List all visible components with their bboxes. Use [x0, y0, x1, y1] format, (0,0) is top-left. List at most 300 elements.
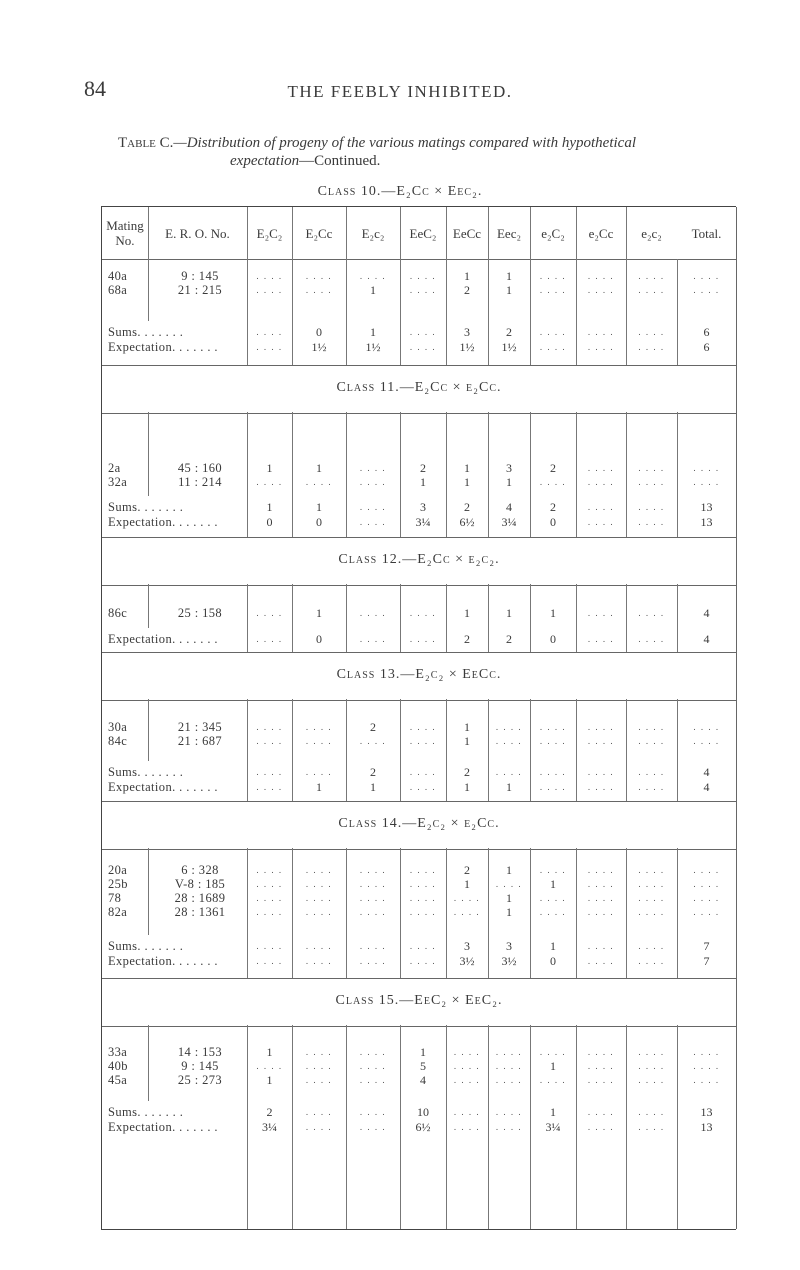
empty-cell: . . . .: [539, 1075, 567, 1085]
header-col-divider: [346, 207, 347, 259]
table-cell: 4: [703, 606, 710, 620]
header-mating-no: Mating No.: [106, 218, 144, 248]
table-cell: 1: [464, 606, 470, 620]
section-header: [102, 652, 736, 701]
empty-cell: . . . .: [587, 736, 615, 746]
empty-cell: . . . .: [638, 517, 665, 527]
expectation-cell: 0: [266, 515, 273, 529]
empty-cell: . . . .: [256, 941, 283, 951]
expectation-cell: 2: [506, 632, 512, 646]
empty-cell: . . . .: [409, 782, 437, 792]
header-e2c2-small: E₂c₂: [361, 225, 385, 241]
sums-cell: 3: [464, 939, 470, 953]
expectation-cell: 2: [464, 632, 470, 646]
header-col-divider: [446, 207, 447, 259]
empty-cell: . . . .: [587, 502, 615, 512]
empty-cell: . . . .: [587, 782, 615, 792]
expectation-cell: 1½: [501, 340, 517, 354]
sums-cell: 7: [703, 939, 710, 953]
empty-cell: . . . .: [638, 941, 665, 951]
empty-cell: . . . .: [587, 608, 615, 618]
empty-cell: . . . .: [587, 342, 615, 352]
table-cell: 4: [420, 1073, 426, 1087]
section-header: [102, 978, 736, 1027]
empty-cell: . . . .: [587, 285, 615, 295]
running-head: THE FEEBLY INHIBITED.: [287, 82, 513, 101]
empty-cell: . . . .: [693, 879, 720, 889]
sums-cell: 2: [506, 325, 512, 339]
ero-no: 45 : 160: [177, 461, 223, 475]
empty-cell: . . . .: [539, 722, 567, 732]
table-cell: 1: [464, 720, 470, 734]
empty-cell: . . . .: [587, 634, 615, 644]
header-eec2-small: Eec₂: [496, 225, 521, 241]
section-header: [102, 365, 736, 414]
empty-cell: . . . .: [638, 956, 665, 966]
mating-no: 32a: [108, 475, 128, 489]
mating-no: 86c: [108, 606, 128, 620]
empty-cell: . . . .: [693, 865, 720, 875]
empty-cell: . . . .: [587, 907, 615, 917]
expectation-cell: 1: [506, 780, 512, 794]
empty-cell: . . . .: [587, 893, 615, 903]
section-title: Class 15.—EeC₂ × EeC₂.: [335, 993, 503, 1008]
empty-cell: . . . .: [693, 893, 720, 903]
empty-cell: . . . .: [305, 1107, 333, 1117]
empty-cell: . . . .: [539, 907, 567, 917]
empty-cell: . . . .: [638, 865, 665, 875]
table-cell: 1: [420, 1045, 426, 1059]
ero-no: 28 : 1361: [174, 905, 226, 919]
sums-cell: 3: [464, 325, 470, 339]
expectation-cell: 1½: [365, 340, 381, 354]
sums-cell: 2: [370, 765, 376, 779]
empty-cell: . . . .: [539, 893, 567, 903]
empty-cell: . . . .: [409, 893, 437, 903]
empty-cell: . . . .: [305, 1075, 333, 1085]
empty-cell: . . . .: [256, 477, 283, 487]
sums-cell: 13: [700, 500, 713, 514]
table-cell: 1: [550, 1059, 556, 1073]
empty-cell: . . . .: [409, 865, 437, 875]
empty-cell: . . . .: [359, 477, 387, 487]
empty-cell: . . . .: [638, 907, 665, 917]
empty-cell: . . . .: [587, 477, 615, 487]
empty-cell: . . . .: [256, 1061, 283, 1071]
expectation-label: Expectation. . . . . . .: [108, 515, 218, 529]
table-caption: [118, 134, 758, 170]
empty-cell: . . . .: [409, 285, 437, 295]
empty-cell: . . . .: [305, 941, 333, 951]
ero-no: 25 : 158: [177, 606, 223, 620]
table-cell: 3: [506, 461, 512, 475]
header-col-divider: [292, 207, 293, 259]
empty-cell: . . . .: [409, 879, 437, 889]
header-col-divider: [247, 207, 248, 259]
header-eecc: EeCc: [452, 225, 482, 241]
table-cell: 1: [550, 606, 556, 620]
sums-cell: 2: [464, 765, 470, 779]
ero-no: 9 : 145: [181, 269, 219, 283]
empty-cell: . . . .: [453, 1122, 481, 1132]
sums-label: Sums. . . . . . .: [108, 939, 184, 953]
empty-cell: . . . .: [453, 893, 481, 903]
mating-no: 40a: [108, 269, 128, 283]
data-table: [101, 206, 736, 1230]
table-label: Table C.: [118, 135, 174, 151]
header-total: Total.: [691, 225, 722, 241]
empty-cell: . . . .: [638, 1107, 665, 1117]
empty-cell: . . . .: [638, 722, 665, 732]
table-cell: 1: [464, 877, 470, 891]
col-divider: [148, 412, 149, 496]
ero-no: 14 : 153: [177, 1045, 223, 1059]
sums-label: Sums. . . . . . .: [108, 765, 184, 779]
empty-cell: . . . .: [409, 736, 437, 746]
col-divider: [148, 1025, 149, 1101]
sums-cell: 10: [417, 1105, 429, 1119]
table-header: [102, 207, 736, 260]
empty-cell: . . . .: [359, 502, 387, 512]
empty-cell: . . . .: [638, 285, 665, 295]
empty-cell: . . . .: [256, 608, 283, 618]
empty-cell: . . . .: [495, 1075, 523, 1085]
empty-cell: . . . .: [693, 285, 720, 295]
empty-cell: . . . .: [495, 1107, 523, 1117]
empty-cell: . . . .: [539, 736, 567, 746]
empty-cell: . . . .: [409, 271, 437, 281]
expectation-cell: 3¼: [415, 515, 431, 529]
empty-cell: . . . .: [693, 1061, 720, 1071]
section-header: [102, 801, 736, 850]
table-cell: 1: [370, 283, 376, 297]
table-cell: 1: [506, 475, 512, 489]
table-cell: 1: [420, 475, 426, 489]
section-title-class-10: Class 10.—E₂Cc × Eec₂.: [317, 184, 483, 199]
empty-cell: . . . .: [587, 1047, 615, 1057]
expectation-cell: 4: [703, 632, 710, 646]
table-cell: 1: [464, 475, 470, 489]
expectation-label: Expectation. . . . . . .: [108, 1120, 218, 1134]
empty-cell: . . . .: [409, 941, 437, 951]
empty-cell: . . . .: [638, 1061, 665, 1071]
empty-cell: . . . .: [305, 879, 333, 889]
empty-cell: . . . .: [359, 879, 387, 889]
ero-no: 25 : 273: [177, 1073, 223, 1087]
empty-cell: . . . .: [359, 1122, 387, 1132]
expectation-cell: 6: [703, 340, 710, 354]
empty-cell: . . . .: [539, 865, 567, 875]
empty-cell: . . . .: [638, 1075, 665, 1085]
table-cell: 1: [506, 891, 512, 905]
empty-cell: . . . .: [587, 1075, 615, 1085]
table-cell: 1: [266, 1045, 273, 1059]
sums-cell: 2: [550, 500, 556, 514]
empty-cell: . . . .: [638, 879, 665, 889]
empty-cell: . . . .: [693, 271, 720, 281]
section-title: Class 14.—E₂c₂ × e₂Cc.: [338, 816, 500, 831]
expectation-cell: 1½: [459, 340, 475, 354]
empty-cell: . . . .: [453, 1075, 481, 1085]
empty-cell: . . . .: [305, 893, 333, 903]
empty-cell: . . . .: [256, 736, 283, 746]
empty-cell: . . . .: [256, 722, 283, 732]
ero-no: 6 : 328: [181, 863, 219, 877]
empty-cell: . . . .: [409, 907, 437, 917]
sums-cell: 1: [316, 500, 322, 514]
empty-cell: . . . .: [256, 342, 283, 352]
ero-no: 9 : 145: [181, 1059, 219, 1073]
mating-no: 20a: [108, 863, 128, 877]
empty-cell: . . . .: [453, 1047, 481, 1057]
table-cell: 1: [506, 283, 512, 297]
expectation-label: Expectation. . . . . . .: [108, 954, 218, 968]
empty-cell: . . . .: [587, 327, 615, 337]
expectation-cell: 7: [703, 954, 710, 968]
sums-label: Sums. . . . . . .: [108, 500, 184, 514]
header-col-divider: [148, 207, 149, 259]
sums-cell: 6: [703, 325, 710, 339]
table-cell: 1: [506, 905, 512, 919]
empty-cell: . . . .: [587, 941, 615, 951]
section-title: Class 12.—E₂Cc × e₂c₂.: [338, 552, 500, 567]
empty-cell: . . . .: [305, 956, 333, 966]
expectation-cell: 1: [316, 780, 322, 794]
empty-cell: . . . .: [539, 271, 567, 281]
expectation-cell: 3¼: [262, 1120, 277, 1134]
empty-cell: . . . .: [256, 893, 283, 903]
empty-cell: . . . .: [305, 722, 333, 732]
empty-cell: . . . .: [587, 879, 615, 889]
empty-cell: . . . .: [693, 1047, 720, 1057]
empty-cell: . . . .: [539, 782, 567, 792]
empty-cell: . . . .: [409, 342, 437, 352]
empty-cell: . . . .: [693, 1075, 720, 1085]
header-ero-no: E. R. O. No.: [165, 225, 230, 241]
empty-cell: . . . .: [409, 634, 437, 644]
mating-no: 40b: [108, 1059, 128, 1073]
table-cell: 1: [550, 877, 556, 891]
empty-cell: . . . .: [638, 477, 665, 487]
col-divider: [148, 259, 149, 321]
sums-label: Sums. . . . . . .: [108, 1105, 184, 1119]
table-cell: 2: [420, 461, 426, 475]
empty-cell: . . . .: [256, 879, 283, 889]
empty-cell: . . . .: [453, 1107, 481, 1117]
empty-cell: . . . .: [409, 767, 437, 777]
table-cell: 1: [464, 734, 470, 748]
caption-text-2: expectation: [230, 153, 300, 169]
expectation-cell: 0: [550, 632, 556, 646]
empty-cell: . . . .: [539, 767, 567, 777]
empty-cell: . . . .: [359, 517, 387, 527]
empty-cell: . . . .: [453, 907, 481, 917]
empty-cell: . . . .: [587, 1122, 615, 1132]
empty-cell: . . . .: [587, 1061, 615, 1071]
mating-no: 45a: [108, 1073, 128, 1087]
header-e2c2-lower-small: e₂c₂: [641, 225, 662, 241]
expectation-cell: 0: [550, 515, 556, 529]
sums-cell: 3: [420, 500, 426, 514]
header-col-divider: [488, 207, 489, 259]
empty-cell: . . . .: [256, 271, 283, 281]
empty-cell: . . . .: [587, 1107, 615, 1117]
empty-cell: . . . .: [409, 722, 437, 732]
empty-cell: . . . .: [453, 1061, 481, 1071]
empty-cell: . . . .: [638, 1047, 665, 1057]
mating-no: 78: [108, 891, 122, 905]
header-e2c2-lower: e₂C₂: [541, 225, 565, 241]
ero-no: 21 : 345: [177, 720, 223, 734]
empty-cell: . . . .: [256, 907, 283, 917]
empty-cell: . . . .: [359, 865, 387, 875]
empty-cell: . . . .: [359, 271, 387, 281]
empty-cell: . . . .: [359, 1061, 387, 1071]
empty-cell: . . . .: [305, 907, 333, 917]
empty-cell: . . . .: [587, 956, 615, 966]
col-divider: [148, 699, 149, 761]
empty-cell: . . . .: [256, 327, 283, 337]
table-cell: 1: [464, 461, 470, 475]
section-header: [102, 537, 736, 586]
col-divider: [148, 848, 149, 935]
mating-no: 30a: [108, 720, 128, 734]
expectation-cell: 6½: [415, 1120, 431, 1134]
empty-cell: . . . .: [587, 865, 615, 875]
empty-cell: . . . .: [359, 1075, 387, 1085]
table-cell: 1: [506, 863, 512, 877]
header-col-divider: [400, 207, 401, 259]
empty-cell: . . . .: [305, 285, 333, 295]
empty-cell: . . . .: [305, 1061, 333, 1071]
section-title: Class 11.—E₂Cc × e₂Cc.: [336, 380, 502, 395]
sums-cell: 1: [550, 939, 556, 953]
table-cell: 2: [464, 283, 470, 297]
ero-no: V-8 : 185: [174, 877, 226, 891]
empty-cell: . . . .: [539, 342, 567, 352]
table-cell: 5: [420, 1059, 426, 1073]
empty-cell: . . . .: [587, 767, 615, 777]
mating-no: 82a: [108, 905, 128, 919]
table-cell: 1: [464, 269, 470, 283]
expectation-cell: 13: [700, 515, 713, 529]
empty-cell: . . . .: [359, 1107, 387, 1117]
empty-cell: . . . .: [256, 767, 283, 777]
table-cell: 1: [266, 461, 273, 475]
expectation-cell: 6½: [459, 515, 475, 529]
sums-cell: 3: [506, 939, 512, 953]
sums-cell: 4: [703, 765, 710, 779]
mating-no: 2a: [108, 461, 121, 475]
empty-cell: . . . .: [256, 956, 283, 966]
empty-cell: . . . .: [305, 477, 333, 487]
empty-cell: . . . .: [409, 956, 437, 966]
table-cell: 1: [316, 606, 322, 620]
empty-cell: . . . .: [587, 722, 615, 732]
empty-cell: . . . .: [409, 608, 437, 618]
empty-cell: . . . .: [539, 1047, 567, 1057]
table-cell: 2: [550, 461, 556, 475]
expectation-cell: 0: [316, 515, 322, 529]
mating-no: 68a: [108, 283, 128, 297]
empty-cell: . . . .: [359, 956, 387, 966]
expectation-label: Expectation. . . . . . .: [108, 340, 218, 354]
empty-cell: . . . .: [495, 767, 523, 777]
sums-label: Sums. . . . . . .: [108, 325, 184, 339]
col-divider: [148, 584, 149, 628]
empty-cell: . . . .: [409, 327, 437, 337]
header-eec2: EeC₂: [409, 225, 437, 241]
empty-cell: . . . .: [256, 634, 283, 644]
empty-cell: . . . .: [693, 722, 720, 732]
expectation-label: Expectation. . . . . . .: [108, 632, 218, 646]
mating-no: 25b: [108, 877, 128, 891]
expectation-cell: 0: [550, 954, 556, 968]
empty-cell: . . . .: [638, 782, 665, 792]
empty-cell: . . . .: [305, 767, 333, 777]
table-cell: 1: [266, 1073, 273, 1087]
empty-cell: . . . .: [587, 517, 615, 527]
expectation-label: Expectation. . . . . . .: [108, 780, 218, 794]
empty-cell: . . . .: [638, 463, 665, 473]
table-cell: 1: [506, 606, 512, 620]
empty-cell: . . . .: [539, 327, 567, 337]
empty-cell: . . . .: [256, 865, 283, 875]
empty-cell: . . . .: [638, 893, 665, 903]
empty-cell: . . . .: [587, 271, 615, 281]
expectation-cell: 1: [464, 780, 470, 794]
empty-cell: . . . .: [638, 502, 665, 512]
expectation-cell: 3½: [459, 954, 475, 968]
empty-cell: . . . .: [638, 634, 665, 644]
empty-cell: . . . .: [693, 477, 720, 487]
empty-cell: . . . .: [359, 893, 387, 903]
empty-cell: . . . .: [495, 1122, 523, 1132]
empty-cell: . . . .: [693, 463, 720, 473]
sums-cell: 2: [464, 500, 470, 514]
sums-cell: 1: [370, 325, 376, 339]
expectation-cell: 3½: [501, 954, 517, 968]
ero-no: 11 : 214: [178, 475, 222, 489]
empty-cell: . . . .: [305, 865, 333, 875]
header-col-divider: [576, 207, 577, 259]
header-col-divider: [626, 207, 627, 259]
sums-cell: 4: [506, 500, 512, 514]
empty-cell: . . . .: [359, 608, 387, 618]
page-number: 84: [84, 76, 106, 101]
empty-cell: . . . .: [495, 1061, 523, 1071]
sums-cell: 1: [266, 500, 273, 514]
empty-cell: . . . .: [495, 736, 523, 746]
empty-cell: . . . .: [359, 1047, 387, 1057]
empty-cell: . . . .: [305, 736, 333, 746]
caption-text: —Distribution of progeny of the various matings compared with hypothetical: [173, 135, 636, 151]
header-e2cc-lower: e₂Cc: [588, 225, 614, 241]
ero-no: 21 : 687: [177, 734, 223, 748]
mating-no: 84c: [108, 734, 128, 748]
caption-continued: —Continued.: [299, 153, 381, 169]
empty-cell: . . . .: [539, 477, 567, 487]
expectation-cell: 4: [703, 780, 710, 794]
empty-cell: . . . .: [495, 879, 523, 889]
ero-no: 21 : 215: [177, 283, 223, 297]
expectation-cell: 1: [370, 780, 376, 794]
empty-cell: . . . .: [305, 271, 333, 281]
expectation-cell: 3¼: [545, 1120, 561, 1134]
empty-cell: . . . .: [638, 342, 665, 352]
expectation-cell: 0: [316, 632, 322, 646]
empty-cell: . . . .: [638, 608, 665, 618]
